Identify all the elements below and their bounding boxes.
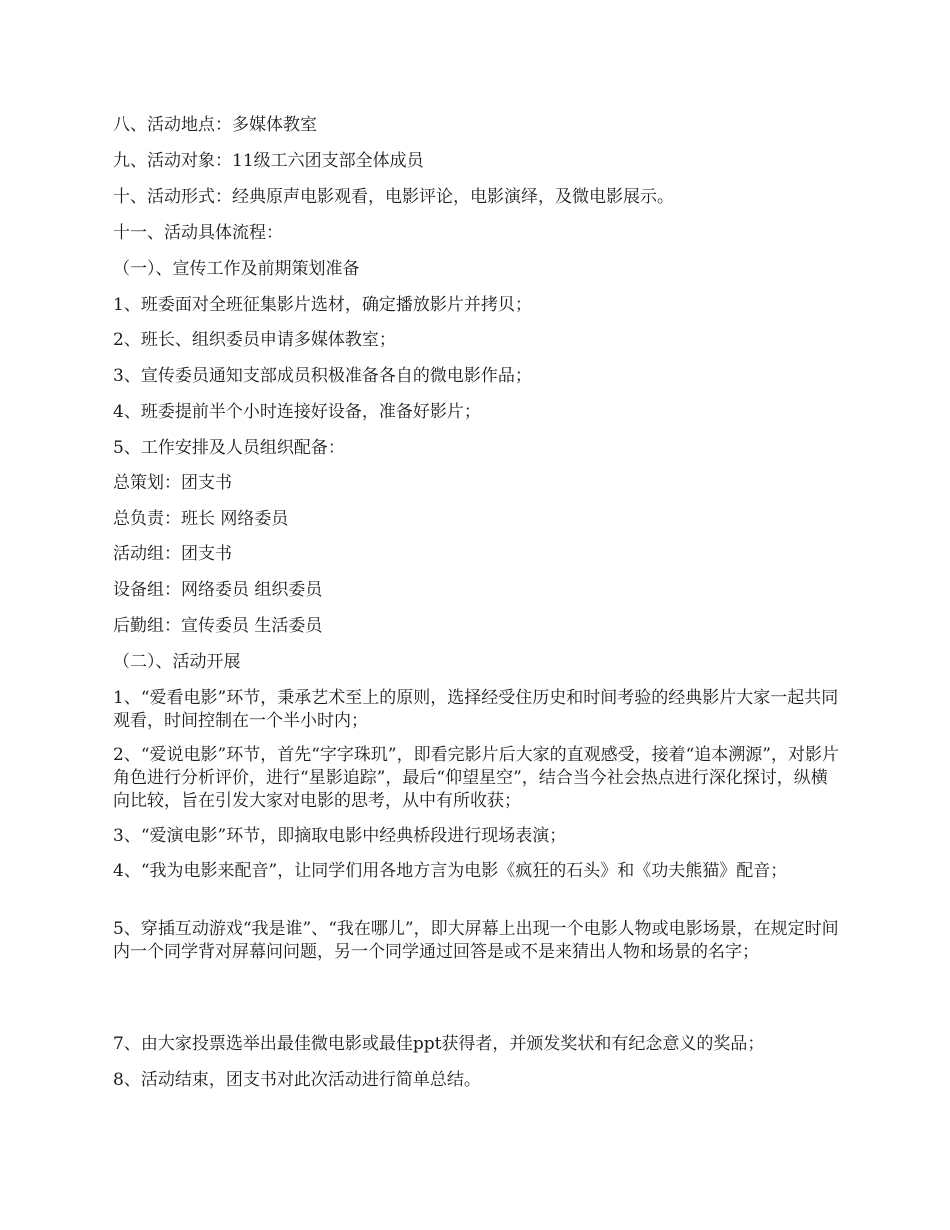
paragraph-role-lead: 总负责：班长 网络委员 [113, 509, 289, 529]
paragraph-prep-item-1: 1、班委面对全班征集影片选材，确定播放影片并拷贝； [113, 295, 532, 315]
paragraph-event-item-1: 1、“爱看电影”环节，秉承艺术至上的原则，选择经受住历史和时间考验的经典影片大家一起共同观看，时间控制在一个半小时内； [113, 688, 839, 731]
paragraph-prep-item-3: 3、宣传委员通知支部成员积极准备各自的微电影作品； [113, 366, 532, 386]
paragraph-prep-item-4: 4、班委提前半个小时连接好设备，准备好影片； [113, 402, 481, 422]
paragraph-event-item-5: 5、穿插互动游戏“我是谁”、“我在哪儿”，即大屏幕上出现一个电影人物或电影场景，在规定时间内一个同学背对屏幕问问题，另一个同学通过回答是或不是来猜出人物和场景的名字； [113, 919, 839, 962]
paragraph-prep-item-2: 2、班长、组织委员申请多媒体教室； [113, 330, 396, 350]
paragraph-event-item-2: 2、“爱说电影”环节，首先“字字珠玑”，即看完影片后大家的直观感受，接着“追本溯源”，对影片角色进行分析评价，进行“星影追踪”，最后“仰望星空”，结合当今社会热点进行深化探讨，纵横向比较，旨在引发大家对电影的思考，从中有所收获； [113, 745, 839, 811]
paragraph-role-planner: 总策划：团支书 [113, 473, 232, 493]
paragraph-role-equipment-group: 设备组：网络委员 组织委员 [113, 580, 323, 600]
paragraph-event-item-4: 4、“我为电影来配音”，让同学们用各地方言为电影《疯狂的石头》和《功夫熊猫》配音； [113, 861, 788, 881]
paragraph-activity-location: 八、活动地点：多媒体教室 [113, 115, 317, 135]
paragraph-role-logistics-group: 后勤组：宣传委员 生活委员 [113, 616, 323, 636]
paragraph-event-item-7: 7、由大家投票选举出最佳微电影或最佳ppt获得者，并颁发奖状和有纪念意义的奖品； [113, 1034, 765, 1054]
paragraph-activity-format: 十、活动形式：经典原声电影观看，电影评论，电影演绎，及微电影展示。 [113, 187, 674, 207]
paragraph-event-item-8: 8、活动结束，团支书对此次活动进行简单总结。 [113, 1070, 481, 1090]
paragraph-section-one-heading: （一）、宣传工作及前期策划准备 [113, 259, 360, 279]
paragraph-activity-target: 九、活动对象：11级工六团支部全体成员 [113, 151, 424, 171]
paragraph-prep-item-5: 5、工作安排及人员组织配备： [113, 438, 345, 458]
paragraph-event-item-3: 3、“爱演电影”环节，即摘取电影中经典桥段进行现场表演； [113, 826, 567, 846]
paragraph-section-two-heading: （二）、活动开展 [113, 652, 241, 672]
paragraph-role-activity-group: 活动组：团支书 [113, 544, 232, 564]
paragraph-activity-process-heading: 十一、活动具体流程： [113, 223, 283, 243]
